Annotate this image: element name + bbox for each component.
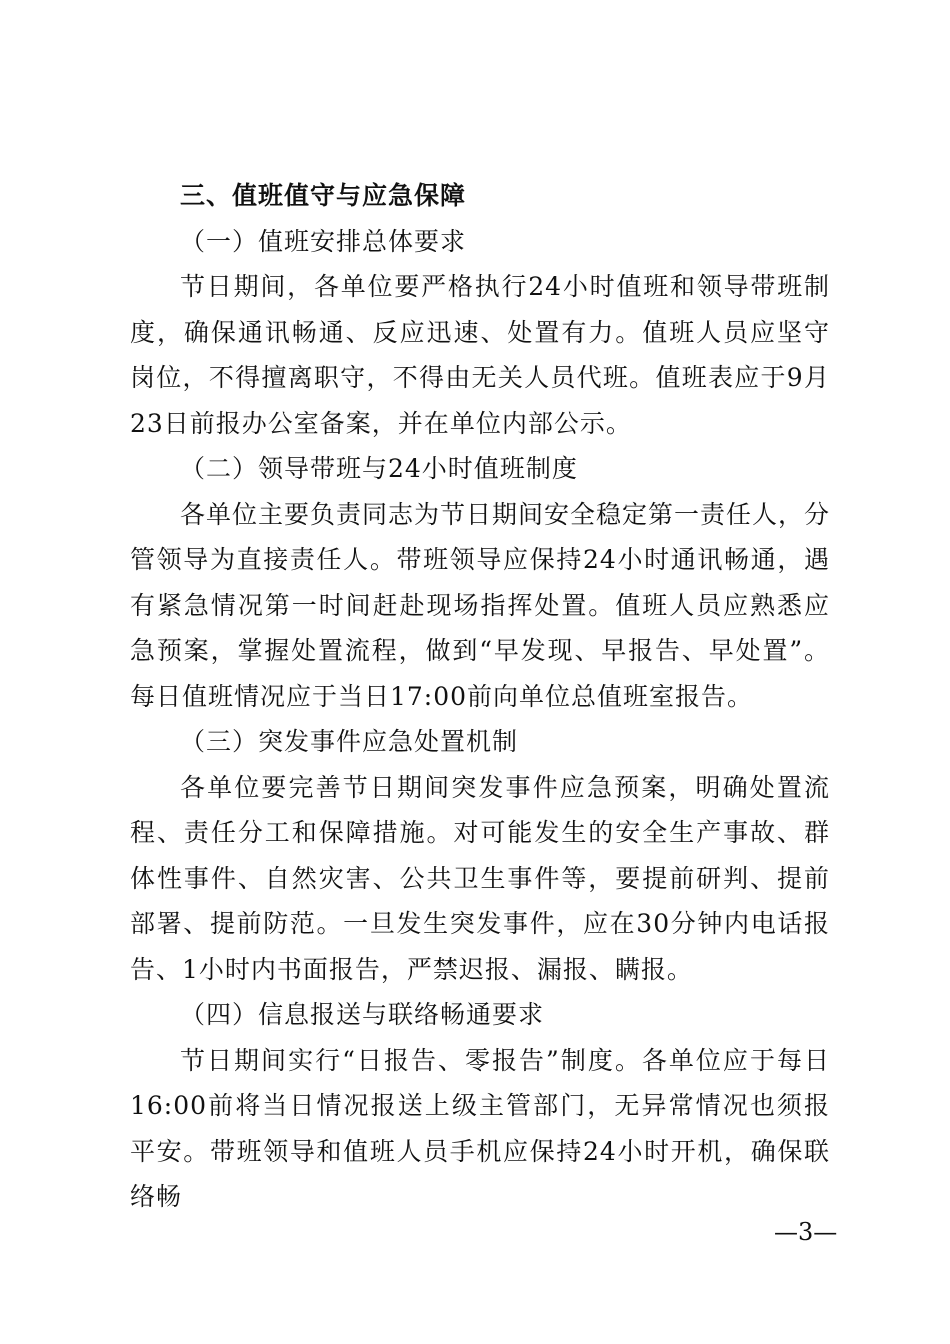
subsection-heading-3: （三）突发事件应急处置机制 bbox=[180, 727, 519, 756]
paragraph-4: 节日期间实行“日报告、零报告”制度。各单位应于每日16:00前将当日情况报送上级主管部门，无异常情况也须报平安。带班领导和值班人员手机应保持24小时开机，确保联络畅 bbox=[130, 1045, 830, 1211]
subsection-heading-4: （四）信息报送与联络畅通要求 bbox=[180, 1000, 545, 1029]
document-body bbox=[130, 173, 830, 1220]
subsection-heading-1: （一）值班安排总体要求 bbox=[180, 226, 467, 256]
section-heading: 三、值班值守与应急保障 bbox=[180, 181, 467, 210]
subsection-heading-2: （二）领导带班与24小时值班制度 bbox=[180, 454, 578, 483]
paragraph-1: 节日期间，各单位要严格执行24小时值班和领导带班制度，确保通讯畅通、反应迅速、处置有力。值班人员应坚守岗位，不得擅离职守，不得由无关人员代班。值班表应于9月23日前报办公室备案，并在单位内部公示。 bbox=[130, 272, 830, 438]
page-number: —3— bbox=[774, 1218, 838, 1246]
paragraph-2: 各单位主要负责同志为节日期间安全稳定第一责任人，分管领导为直接责任人。带班领导应保持24小时通讯畅通，遇有紧急情况第一时间赶赴现场指挥处置。值班人员应熟悉应急预案，掌握处置流程，做到“早发现、早报告、早处置”。每日值班情况应于当日17:00前向单位总值班室报告。 bbox=[130, 499, 831, 711]
paragraph-3: 各单位要完善节日期间突发事件应急预案，明确处置流程、责任分工和保障措施。对可能发生的安全生产事故、群体性事件、自然灾害、公共卫生事件等，要提前研判、提前部署、提前防范。一旦发生突发事件，应在30分钟内电话报告、1小时内书面报告，严禁迟报、漏报、瞒报。 bbox=[130, 772, 830, 984]
